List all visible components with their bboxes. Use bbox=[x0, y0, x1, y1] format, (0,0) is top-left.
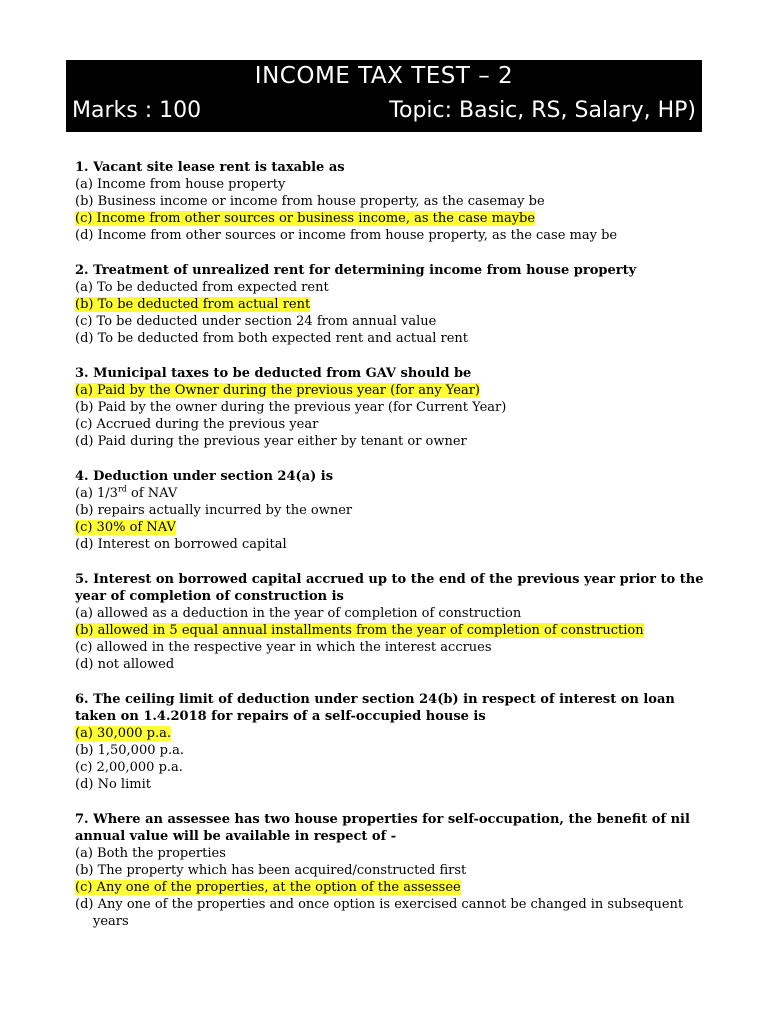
option-b: (b) 1,50,000 p.a. bbox=[75, 743, 184, 758]
option-c-answer: (c) Income from other sources or business income, as the case maybe bbox=[75, 211, 536, 226]
option-a: (a) 1/3rd of NAV bbox=[75, 484, 178, 501]
question-title: 6. The ceiling limit of deduction under section 24(b) in respect of interest on loan taken on 1.4.2018 for repairs of a self-occupied house is bbox=[75, 692, 675, 724]
option-b: (b) Paid by the owner during the previous year (for Current Year) bbox=[75, 400, 507, 415]
question-6 bbox=[75, 691, 705, 793]
option-a-answer: (a) 30,000 p.a. bbox=[75, 726, 171, 741]
question-title: 1. Vacant site lease rent is taxable as bbox=[75, 160, 345, 175]
option-b: (b) The property which has been acquired/constructed first bbox=[75, 863, 467, 878]
marks-label: Marks : 100 bbox=[72, 98, 202, 123]
option-d: (d) To be deducted from both expected rent and actual rent bbox=[75, 331, 468, 346]
option-c: (c) To be deducted under section 24 from annual value bbox=[75, 314, 437, 329]
option-c: (c) Accrued during the previous year bbox=[75, 417, 319, 432]
question-1 bbox=[75, 159, 705, 244]
option-a: (a) To be deducted from expected rent bbox=[75, 280, 329, 295]
option-c: (c) 2,00,000 p.a. bbox=[75, 760, 183, 775]
question-3 bbox=[75, 365, 705, 450]
question-list bbox=[75, 159, 705, 948]
option-d: (d) not allowed bbox=[75, 657, 175, 672]
page-title: INCOME TAX TEST – 2 bbox=[254, 63, 514, 89]
topic-label: Topic: Basic, RS, Salary, HP) bbox=[389, 98, 696, 123]
question-2 bbox=[75, 262, 705, 347]
option-d: (d) Income from other sources or income from house property, as the case may be bbox=[75, 228, 618, 243]
question-title: 3. Municipal taxes to be deducted from GAV should be bbox=[75, 366, 472, 381]
header-banner bbox=[66, 60, 702, 132]
option-b-answer: (b) To be deducted from actual rent bbox=[75, 297, 311, 312]
option-a: (a) Income from house property bbox=[75, 177, 286, 192]
question-title: 5. Interest on borrowed capital accrued up to the end of the previous year prior to the year of completion of construction is bbox=[75, 572, 704, 604]
option-b: (b) Business income or income from house property, as the casemay be bbox=[75, 194, 545, 209]
option-a: (a) allowed as a deduction in the year of completion of construction bbox=[75, 606, 522, 621]
question-title: 4. Deduction under section 24(a) is bbox=[75, 469, 334, 484]
option-d: (d) Interest on borrowed capital bbox=[75, 537, 287, 552]
option-d: (d) No limit bbox=[75, 777, 151, 792]
option-a: (a) Both the properties bbox=[75, 846, 226, 861]
question-5 bbox=[75, 571, 705, 673]
question-4 bbox=[75, 468, 705, 553]
option-d: (d) Paid during the previous year either by tenant or owner bbox=[75, 434, 467, 449]
question-title: 2. Treatment of unrealized rent for determining income from house property bbox=[75, 263, 637, 278]
option-d: (d) Any one of the properties and once option is exercised cannot be changed in subsequent years bbox=[75, 897, 684, 929]
option-b: (b) repairs actually incurred by the owner bbox=[75, 503, 353, 518]
option-c-answer: (c) Any one of the properties, at the option of the assessee bbox=[75, 880, 461, 895]
option-b-answer: (b) allowed in 5 equal annual installments from the year of completion of construction bbox=[75, 623, 644, 638]
option-c-answer: (c) 30% of NAV bbox=[75, 520, 176, 535]
ordinal-superscript: rd bbox=[117, 484, 127, 494]
option-c: (c) allowed in the respective year in which the interest accrues bbox=[75, 640, 492, 655]
question-7 bbox=[75, 811, 705, 930]
question-title: 7. Where an assessee has two house properties for self-occupation, the benefit of nil annual value will be available in respect of - bbox=[75, 812, 690, 844]
option-a-answer: (a) Paid by the Owner during the previous year (for any Year) bbox=[75, 383, 480, 398]
